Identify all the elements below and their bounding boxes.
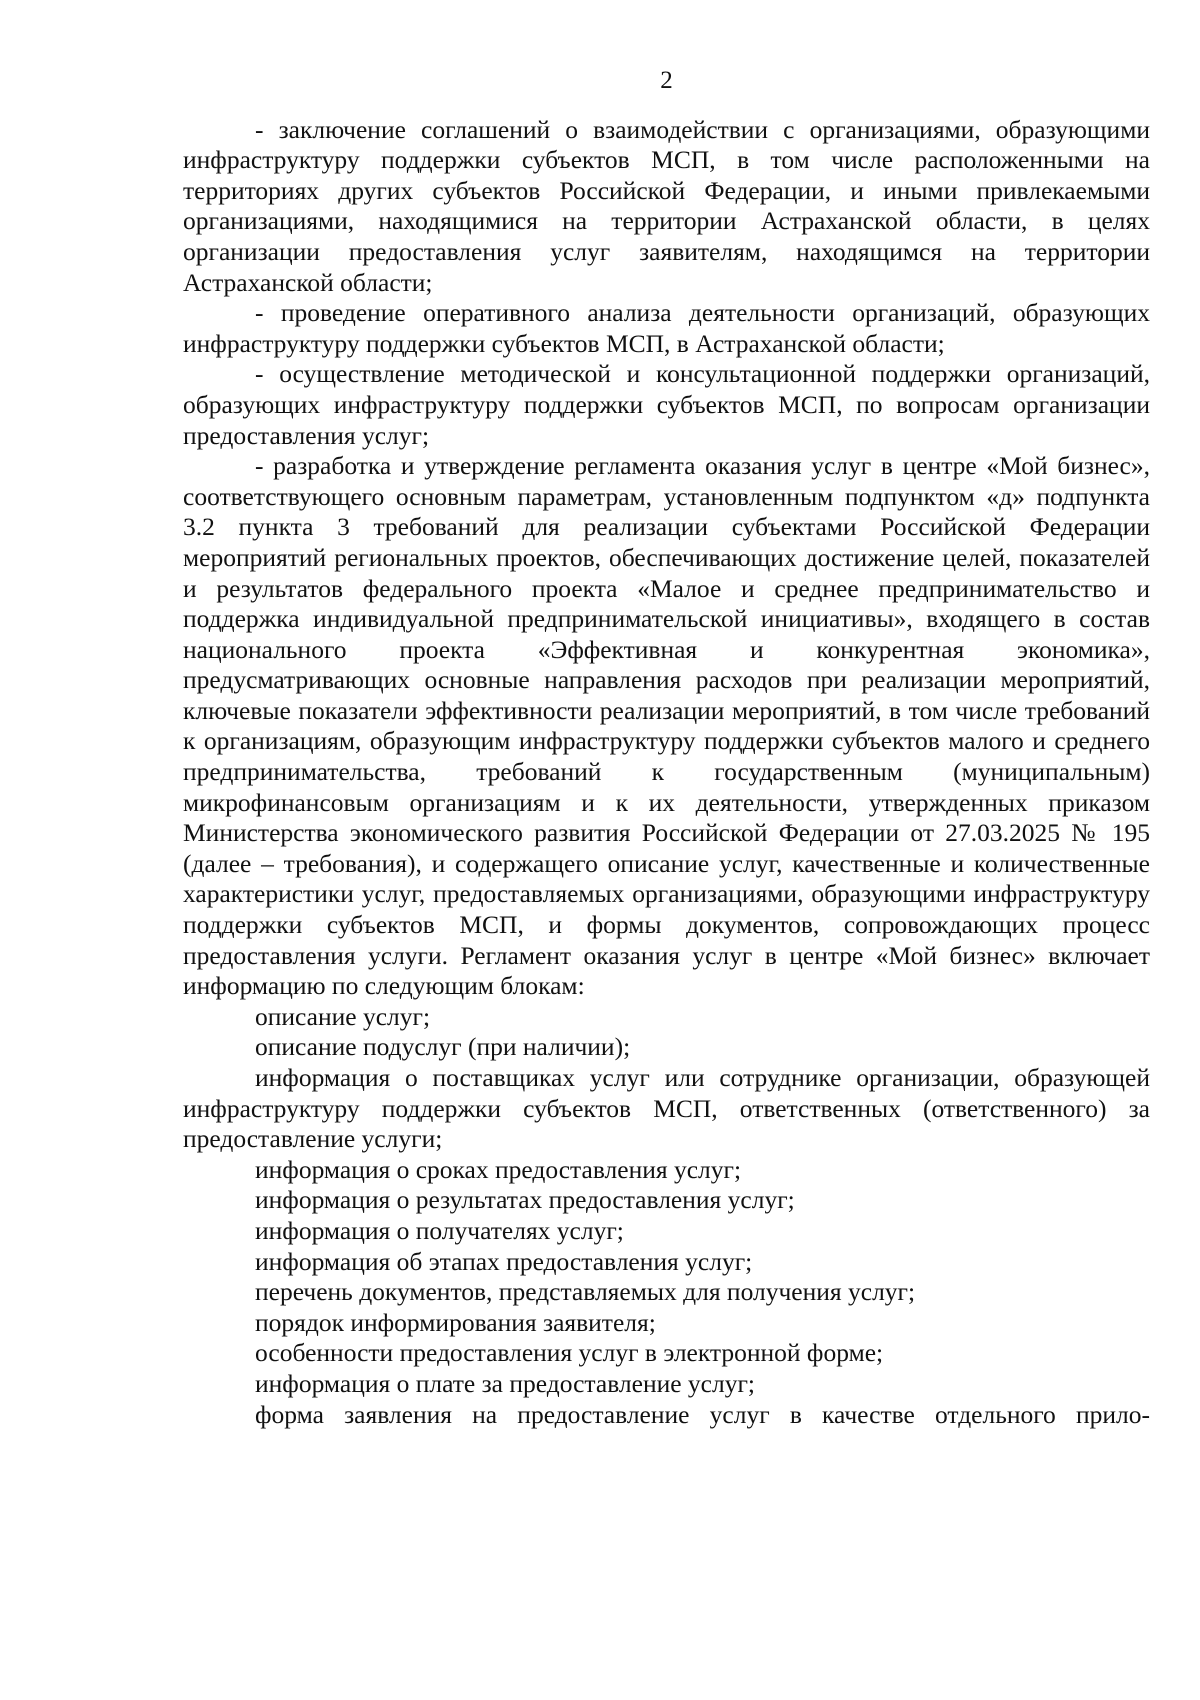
list-item: порядок информирования заявителя; [255, 1307, 656, 1337]
page-number: 2 [660, 67, 673, 94]
list-item: описание услуг; [255, 1001, 431, 1031]
paragraph-methodical-support: - осуществление методической и консультационной поддержки организаций, образующих инфраструктуру поддержки субъектов МСП, по вопросам организации предоставления услуг; [183, 359, 1150, 450]
list-item: описание подуслуг (при наличии); [255, 1032, 631, 1062]
document-page [183, 66, 1150, 1430]
list-item: особенности предоставления услуг в электронной форме; [255, 1338, 884, 1368]
list-item: информация о поставщиках услуг или сотруднике организации, образующей инфраструктуру поддержки субъектов МСП, ответственных (ответственного) за предоставление услуги; [183, 1063, 1150, 1154]
list-item: форма заявления на предоставление услуг в качестве отдельного прило- [255, 1399, 1150, 1429]
regulation-blocks-list [183, 1002, 1150, 1430]
list-item: информация об этапах предоставления услуг; [255, 1246, 753, 1276]
list-item: информация о сроках предоставления услуг; [255, 1154, 742, 1184]
paragraph-regulation: - разработка и утверждение регламента оказания услуг в центре «Мой бизнес», соответствующего основным параметрам, установленным подпунктом «д» подпункта 3.2 пункта 3 требований для реализации субъектами Российской Федерации мероприятий региональных проектов, обеспечивающих достижение целей, показателей и результатов федерального проекта «Малое и среднее предпринимательство и поддержка индивидуальной предпринимательской инициативы», входящего в состав национального проекта «Эффективная и конкурентная экономика», предусматривающих основные направления расходов при реализации мероприятий, ключевые показатели эффективности реализации мероприятий, в том числе требований к организациям, образующим инфраструктуру поддержки субъектов малого и среднего предпринимательства, требований к государственным (муниципальным) микрофинансовым организациям и к их деятельности, утвержденных приказом Министерства экономического развития Российской Федерации от 27.03.2025 № 195 (далее – требования), и содержащего описание услуг, качественные и количественные характеристики услуг, предоставляемых организациями, образующими инфраструктуру поддержки субъектов МСП, и формы документов, сопровождающих процесс предоставления услуги. Регламент оказания услуг в центре «Мой бизнес» включает информацию по следующим блокам: [183, 451, 1150, 1001]
paragraph-analysis: - проведение оперативного анализа деятельности организаций, образующих инфраструктуру поддержки субъектов МСП, в Астраханской области; [183, 298, 1150, 358]
list-item: информация о получателях услуг; [255, 1215, 624, 1245]
list-item: информация о результатах предоставления услуг; [255, 1185, 795, 1215]
list-item: перечень документов, представляемых для получения услуг; [255, 1277, 916, 1307]
list-item: информация о плате за предоставление услуг; [255, 1368, 756, 1398]
paragraph-agreements: - заключение соглашений о взаимодействии с организациями, образующими инфраструктуру поддержки субъектов МСП, в том числе расположенными на территориях других субъектов Российской Федерации, и иными привлекаемыми организациями, находящимися на территории Астраханской области, в целях организации предоставления услуг заявителям, находящимся на территории Астраханской области; [183, 114, 1150, 297]
